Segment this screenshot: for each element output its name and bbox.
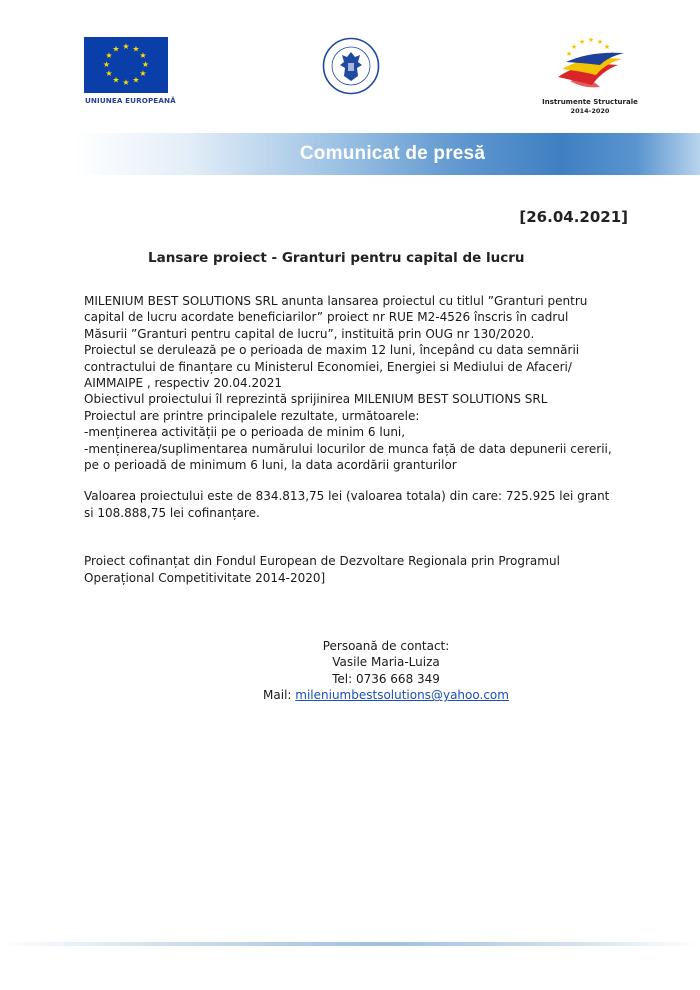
body-line: contractului de finanțare cu Ministerul Economiei, Energiei si Mediului de Afaceri/ xyxy=(84,359,572,374)
body-line: Obiectivul proiectului îl reprezintă sprijinirea MILENIUM BEST SOLUTIONS SRL xyxy=(84,392,548,407)
body-line: -menținerea/suplimentarea numărului locurilor de munca față de data depunerii cererii, xyxy=(84,441,612,456)
body-line: Măsurii ”Granturi pentru capital de lucru”, instituită prin OUG nr 130/2020. xyxy=(84,326,535,341)
footer-divider xyxy=(0,942,700,946)
svg-text:★: ★ xyxy=(139,51,147,60)
contact-block xyxy=(230,638,542,704)
svg-text:★: ★ xyxy=(139,69,147,78)
value-line: Valoarea proiectului este de 834.813,75 lei (valoarea totala) din care: 725.925 lei grant xyxy=(84,489,610,503)
government-seal-icon xyxy=(322,37,380,95)
release-date: [26.04.2021] xyxy=(519,208,628,226)
structural-instruments-caption: Instrumente Structurale xyxy=(542,98,638,106)
project-value xyxy=(84,488,654,522)
svg-text:★: ★ xyxy=(105,51,113,60)
svg-text:★: ★ xyxy=(132,75,140,85)
body-line: AIMMAIPE , respectiv 20.04.2021 xyxy=(84,376,283,391)
body-line: pe o perioadă de minimum 6 luni, la data acordării granturilor xyxy=(84,458,457,473)
body-line: MILENIUM BEST SOLUTIONS SRL anunta lansarea proiectul cu titlul ”Granturi pentru xyxy=(84,294,588,308)
contact-name: Vasile Maria-Luiza xyxy=(332,655,440,670)
structural-instruments-logo xyxy=(540,35,640,117)
contact-phone: Tel: 0736 668 349 xyxy=(332,671,440,686)
contact-label: Persoană de contact: xyxy=(322,639,450,653)
value-line: si 108.888,75 lei cofinanțare. xyxy=(84,506,260,520)
body-line: Proiectul se derulează pe o perioada de maxim 12 luni, începând cu data semnării xyxy=(84,343,580,358)
svg-text:★: ★ xyxy=(587,36,595,44)
funding-line: Proiect cofinanțat din Fondul European de Dezvoltare Regionala prin Programul xyxy=(84,554,560,568)
funding-statement xyxy=(84,553,654,587)
body-line: capital de lucru acordate beneficiarilor” proiect nr RUE M2-4526 înscris în cadrul xyxy=(84,310,569,325)
email-link[interactable]: mileniumbestsolutions@yahoo.com xyxy=(295,688,509,703)
svg-text:★: ★ xyxy=(603,43,611,51)
structural-instruments-icon xyxy=(540,35,640,97)
banner-title: Comunicat de presă xyxy=(299,143,486,164)
funding-line: Operațional Competitivitate 2014-2020] xyxy=(84,571,326,585)
government-seal xyxy=(322,37,380,95)
svg-text:★: ★ xyxy=(112,75,120,85)
svg-text:★: ★ xyxy=(102,60,111,69)
svg-text:★: ★ xyxy=(570,43,578,51)
svg-text:★: ★ xyxy=(565,50,573,58)
contact-mail xyxy=(230,687,542,703)
body-text xyxy=(84,293,654,473)
structural-instruments-years: 2014-2020 xyxy=(570,107,610,115)
eu-flag-icon xyxy=(84,37,168,93)
body-line: Proiectul are printre principalele rezultate, următoarele: xyxy=(84,408,420,423)
svg-text:★: ★ xyxy=(122,78,130,87)
eu-logo xyxy=(84,37,176,107)
svg-text:★: ★ xyxy=(141,60,150,69)
svg-text:★: ★ xyxy=(112,44,120,54)
svg-text:★: ★ xyxy=(105,69,113,78)
headline: Lansare proiect - Granturi pentru capital de lucru xyxy=(148,250,525,266)
eu-caption: UNIUNEA EUROPEANĂ xyxy=(85,96,176,105)
svg-text:★: ★ xyxy=(596,38,604,46)
body-line: -menținerea activității pe o perioada de minim 6 luni, xyxy=(84,425,406,440)
svg-text:★: ★ xyxy=(122,42,130,51)
svg-text:★: ★ xyxy=(578,38,586,46)
mail-label: Mail: xyxy=(263,688,296,703)
press-release-banner xyxy=(75,133,700,175)
svg-text:★: ★ xyxy=(132,44,140,54)
